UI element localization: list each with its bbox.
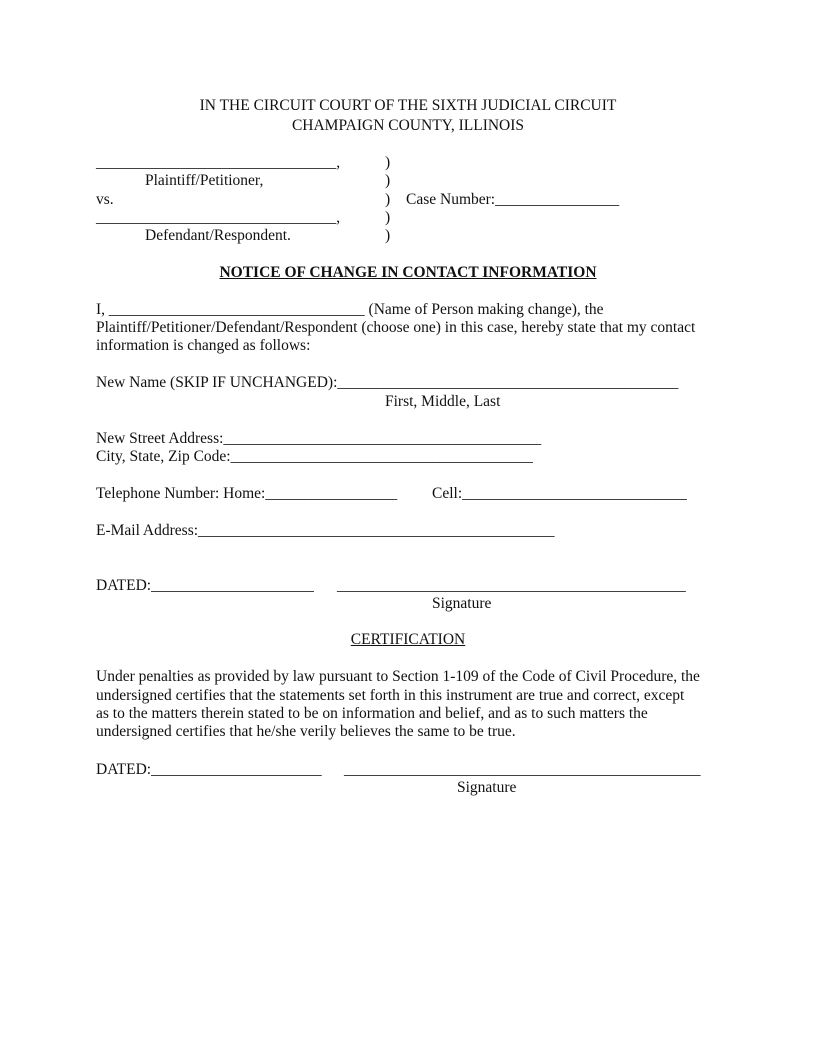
street-address-field[interactable]: New Street Address:_________________________________________ bbox=[96, 430, 542, 447]
caption-paren: ) bbox=[385, 154, 391, 171]
defendant-label: Defendant/Respondent. bbox=[145, 227, 291, 244]
document-title: NOTICE OF CHANGE IN CONTACT INFORMATION bbox=[219, 264, 597, 281]
versus-label: vs. bbox=[96, 191, 114, 208]
plaintiff-label: Plaintiff/Petitioner, bbox=[145, 172, 264, 189]
certification-text: as to the matters therein stated to be on information and belief, and as to such matters the bbox=[96, 705, 648, 722]
dated-field[interactable]: DATED:_____________________ bbox=[96, 577, 314, 594]
certification-text: undersigned certifies that he/she verily believes the same to be true. bbox=[96, 723, 516, 740]
county-name: CHAMPAIGN COUNTY, ILLINOIS bbox=[291, 117, 525, 134]
caption-paren: ) bbox=[385, 172, 391, 189]
signature-line[interactable]: _____________________________________________ bbox=[337, 577, 686, 594]
intro-line: information is changed as follows: bbox=[96, 337, 311, 354]
court-name: IN THE CIRCUIT COURT OF THE SIXTH JUDICIAL CIRCUIT bbox=[199, 97, 617, 114]
dated-field[interactable]: DATED:______________________ bbox=[96, 761, 322, 778]
caption-paren: ) bbox=[385, 209, 391, 226]
intro-line: Plaintiff/Petitioner/Defendant/Respondent (choose one) in this case, hereby state that my contact bbox=[96, 319, 696, 336]
signature-label: Signature bbox=[432, 595, 492, 612]
intro-line-name[interactable]: I, _________________________________ (Name of Person making change), the bbox=[96, 301, 604, 318]
signature-line[interactable]: ______________________________________________ bbox=[344, 761, 701, 778]
plaintiff-name-blank[interactable]: _______________________________, bbox=[96, 154, 341, 171]
defendant-name-blank[interactable]: _______________________________, bbox=[96, 209, 341, 226]
certification-text: Under penalties as provided by law pursuant to Section 1-109 of the Code of Civil Procedure, the bbox=[96, 668, 700, 685]
city-state-zip-field[interactable]: City, State, Zip Code:_______________________________________ bbox=[96, 448, 533, 465]
certification-text: undersigned certifies that the statements set forth in this instrument are true and correct, except bbox=[96, 687, 685, 704]
signature-label: Signature bbox=[457, 779, 517, 796]
new-name-hint: First, Middle, Last bbox=[385, 393, 501, 410]
email-field[interactable]: E-Mail Address:______________________________________________ bbox=[96, 522, 555, 539]
cell-phone-field[interactable]: Cell:_____________________________ bbox=[432, 485, 687, 502]
new-name-field[interactable]: New Name (SKIP IF UNCHANGED):____________________________________________ bbox=[96, 374, 679, 391]
home-phone-field[interactable]: Telephone Number: Home:_________________ bbox=[96, 485, 398, 502]
caption-paren: ) bbox=[385, 191, 391, 208]
certification-heading: CERTIFICATION bbox=[350, 631, 466, 648]
case-number-field[interactable]: Case Number:________________ bbox=[406, 191, 620, 208]
caption-paren: ) bbox=[385, 227, 391, 244]
